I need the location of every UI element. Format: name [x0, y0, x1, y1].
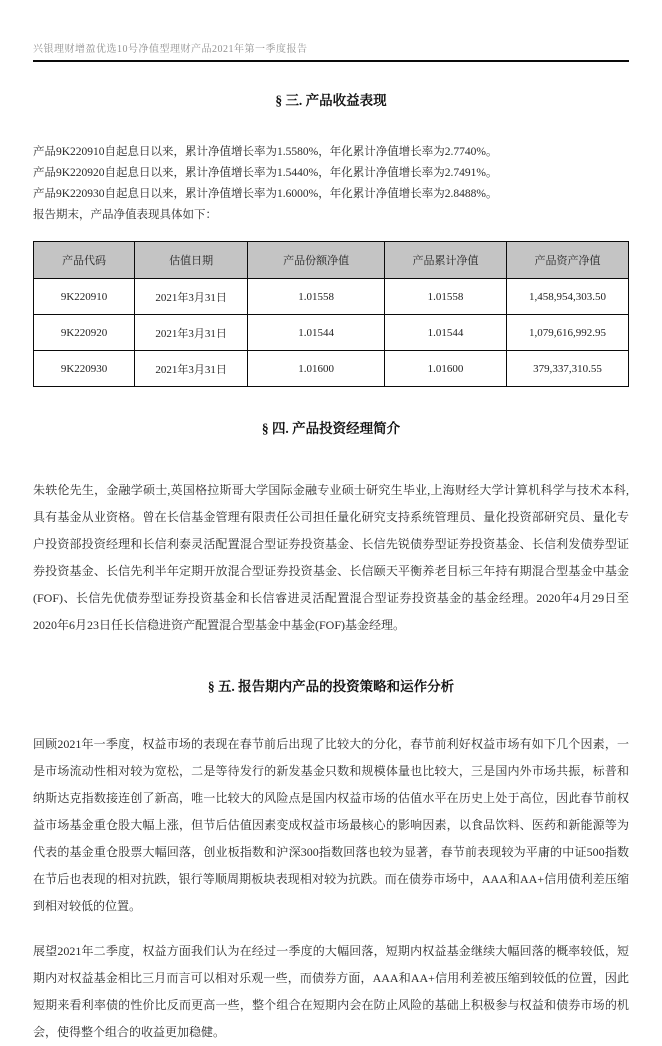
cell-valuation-date: 2021年3月31日: [135, 279, 248, 315]
summary-line-930: 产品9K220930自起息日以来，累计净值增长率为1.6000%，年化累计净值增长率为2.8488%。: [33, 188, 498, 200]
cell-unit-nav: 1.01600: [248, 351, 385, 387]
cell-product-code: 9K220920: [34, 315, 135, 351]
col-header-cumulative-nav: 产品累计净值: [385, 242, 507, 279]
table-header-row: [34, 242, 629, 279]
investment-manager-bio: 朱轶伦先生，金融学硕士,英国格拉斯哥大学国际金融专业硕士研究生毕业,上海财经大学计算机科学与技术本科,具有基金从业资格。曾在长信基金管理有限责任公司担任量化研究支持系统管理员、量化投资部研究员、量化专户投资部投资经理和长信利泰灵活配置混合型证券投资基金、长信先锐债券型证券投资基金、长信利发债券型证券投资基金、长信先利半年定期开放混合型证券投资基金、长信颐天平衡养老目标三年持有期混合型基金中基金(FOF)、长信先优债券型证券投资基金和长信睿进灵活配置混合型证券投资基金的基金经理。2020年4月29日至2020年6月23日任长信稳进资产配置混合型基金中基金(FOF)基金经理。: [33, 483, 629, 632]
table-row: [34, 315, 629, 351]
report-title-running-head: 兴银理财增盈优选10号净值型理财产品2021年第一季度报告: [33, 44, 308, 55]
cell-cumulative-nav: 1.01600: [385, 351, 507, 387]
cell-product-code: 9K220930: [34, 351, 135, 387]
section-4-title: § 四. 产品投资经理简介: [261, 421, 401, 436]
cell-net-assets: 1,079,616,992.95: [507, 315, 629, 351]
cell-valuation-date: 2021年3月31日: [135, 315, 248, 351]
table-row: [34, 279, 629, 315]
page-header: [33, 0, 629, 62]
cell-cumulative-nav: 1.01544: [385, 315, 507, 351]
summary-line-910: 产品9K220910自起息日以来，累计净值增长率为1.5580%，年化累计净值增长率为2.7740%。: [33, 146, 498, 158]
section-5-title: § 五. 报告期内产品的投资策略和运作分析: [207, 679, 455, 694]
summary-line-lead-in: 报告期末，产品净值表现具体如下：: [33, 209, 217, 221]
cell-cumulative-nav: 1.01558: [385, 279, 507, 315]
col-header-unit-nav: 产品份额净值: [248, 242, 385, 279]
summary-line-920: 产品9K220920自起息日以来，累计净值增长率为1.5440%，年化累计净值增长率为2.7491%。: [33, 167, 498, 179]
cell-unit-nav: 1.01544: [248, 315, 385, 351]
table-row: [34, 351, 629, 387]
cell-net-assets: 1,458,954,303.50: [507, 279, 629, 315]
performance-summary: [33, 142, 629, 226]
cell-net-assets: 379,337,310.55: [507, 351, 629, 387]
market-review-paragraph: 回顾2021年一季度，权益市场的表现在春节前后出现了比较大的分化，春节前利好权益市场有如下几个因素，一是市场流动性相对较为宽松，二是等待发行的新发基金只数和规模体量也比较大，三是国内外市场共振，标普和纳斯达克指数接连创了新高，唯一比较大的风险点是国内权益市场的估值水平在历史上处于高位，因此春节前权益市场基金重仓股大幅上涨，但节后估值因素变成权益市场最核心的影响因素，以食品饮料、医药和新能源等为代表的基金重仓股票大幅回落，创业板指数和沪深300指数回落也较为显著，春节前表现较为平庸的中证500指数在节后也表现的相对抗跌，银行等顺周期板块表现相对较为抗跌。而在债券市场中，AAA和AA+信用债利差压缩到相对较低的位置。: [33, 737, 629, 913]
col-header-product-code: 产品代码: [34, 242, 135, 279]
nav-table: [33, 241, 629, 387]
col-header-net-assets: 产品资产净值: [507, 242, 629, 279]
cell-product-code: 9K220910: [34, 279, 135, 315]
col-header-valuation-date: 估值日期: [135, 242, 248, 279]
market-outlook-paragraph: 展望2021年二季度，权益方面我们认为在经过一季度的大幅回落，短期内权益基金继续大幅回落的概率较低，短期内对权益基金相比三月而言可以相对乐观一些，而债券方面，AAA和AA+信用利差被压缩到较低的位置，因此短期来看利率债的性价比反而更高一些，整个组合在短期内会在防止风险的基础上积极参与权益和债券市场的机会，使得整个组合的收益更加稳健。: [33, 944, 629, 1039]
section-3-title: § 三. 产品收益表现: [275, 93, 387, 108]
cell-valuation-date: 2021年3月31日: [135, 351, 248, 387]
cell-unit-nav: 1.01558: [248, 279, 385, 315]
